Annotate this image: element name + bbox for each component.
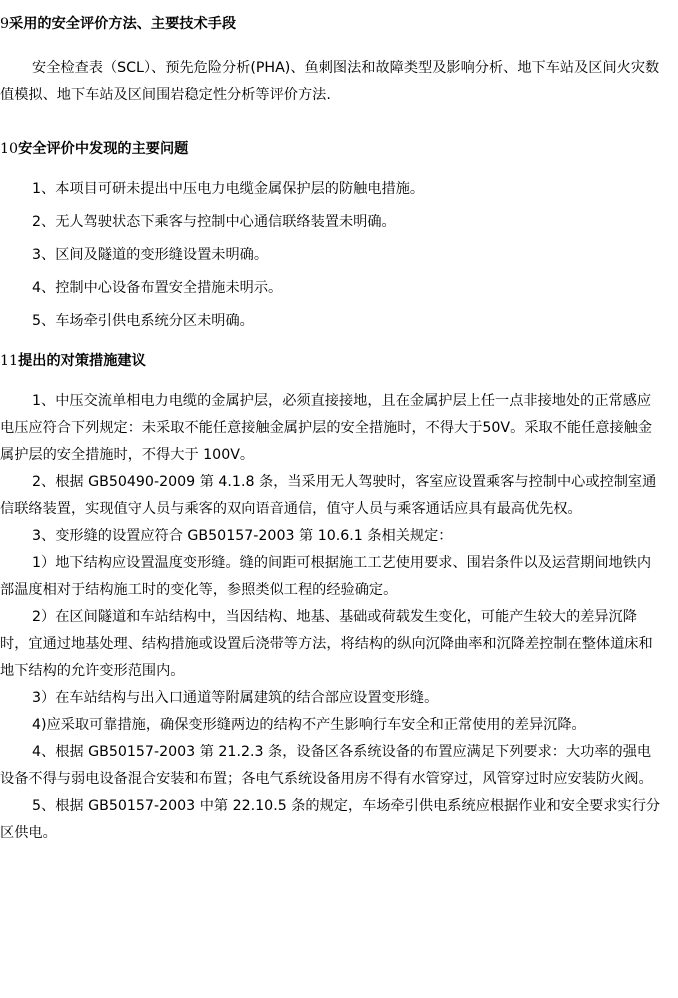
list-item: 1、本项目可研未提出中压电力电缆金属保护层的防触电措施。: [32, 181, 425, 197]
section-title: 提出的对策措施建议: [18, 353, 146, 369]
list-item: 2、无人驾驶状态下乘客与控制中心通信联络装置未明确。: [32, 214, 396, 230]
paragraph: 2、根据 GB50490-2009 第 4.1.8 条，当采用无人驾驶时，客室应设置乘客与控制中心或控制室通信联络装置，实现值守人员与乘客的双向语音通信，值守人员与乘客通话应具有最高优先权。: [0, 474, 657, 517]
paragraph: 4、根据 GB50157-2003 第 21.2.3 条，设备区各系统设备的布置应满足下列要求：大功率的强电设备不得与弱电设备混合安装和布置；各电气系统设备用房不得有水管穿过，风管穿过时应安装防火阀。: [0, 744, 653, 787]
section-heading-9: [0, 13, 236, 35]
section-number: 9: [0, 16, 10, 32]
section-number: 10: [0, 141, 19, 157]
list-item: 3、区间及隧道的变形缝设置未明确。: [32, 247, 269, 263]
section-title: 安全评价中发现的主要问题: [18, 141, 189, 157]
paragraph: 1）地下结构应设置温度变形缝。缝的间距可根据施工工艺使用要求、围岩条件以及运营期间地铁内部温度相对于结构施工时的变化等，参照类似工程的经验确定。: [0, 555, 652, 598]
section-body-9: 安全检查表（SCL）、预先危险分析(PHA)、鱼刺图法和故障类型及影响分析、地下车站及区间火灾数值模拟、地下车站及区间围岩稳定性分析等评价方法.: [0, 60, 660, 103]
paragraph: 2）在区间隧道和车站结构中，当因结构、地基、基础或荷载发生变化，可能产生较大的差异沉降时，宜通过地基处理、结构措施或设置后浇带等方法，将结构的纵向沉降曲率和沉降差控制在整体道床和地下结构的允许变形范围内。: [0, 609, 653, 679]
section-number: 11: [0, 353, 19, 369]
section-heading-11: [0, 350, 146, 372]
issues-list: [0, 178, 664, 343]
paragraph: 1、中压交流单相电力电缆的金属护层，必须直接接地，且在金属护层上任一点非接地处的正常感应电压应符合下列规定：未采取不能任意接触金属护层的安全措施时，不得大于50V。采取不能任意接触金属护层的安全措施时，不得大于 100V。: [0, 393, 653, 463]
paragraph: 3、变形缝的设置应符合 GB50157-2003 第 10.6.1 条相关规定：: [32, 528, 453, 544]
section-title: 采用的安全评价方法、主要技术手段: [9, 16, 237, 32]
list-item: 4、控制中心设备布置安全措施未明示。: [32, 280, 283, 296]
paragraph: 3）在车站结构与出入口通道等附属建筑的结合部应设置变形缝。: [32, 690, 439, 706]
list-item: 5、车场牵引供电系统分区未明确。: [32, 313, 254, 329]
measures-list: [0, 388, 664, 847]
paragraph: 4)应采取可靠措施，确保变形缝两边的结构不产生影响行车安全和正常使用的差异沉降。: [32, 717, 586, 733]
section-heading-10: [0, 138, 188, 160]
paragraph: 5、根据 GB50157-2003 中第 22.10.5 条的规定，车场牵引供电系统应根据作业和安全要求实行分区供电。: [0, 798, 661, 841]
